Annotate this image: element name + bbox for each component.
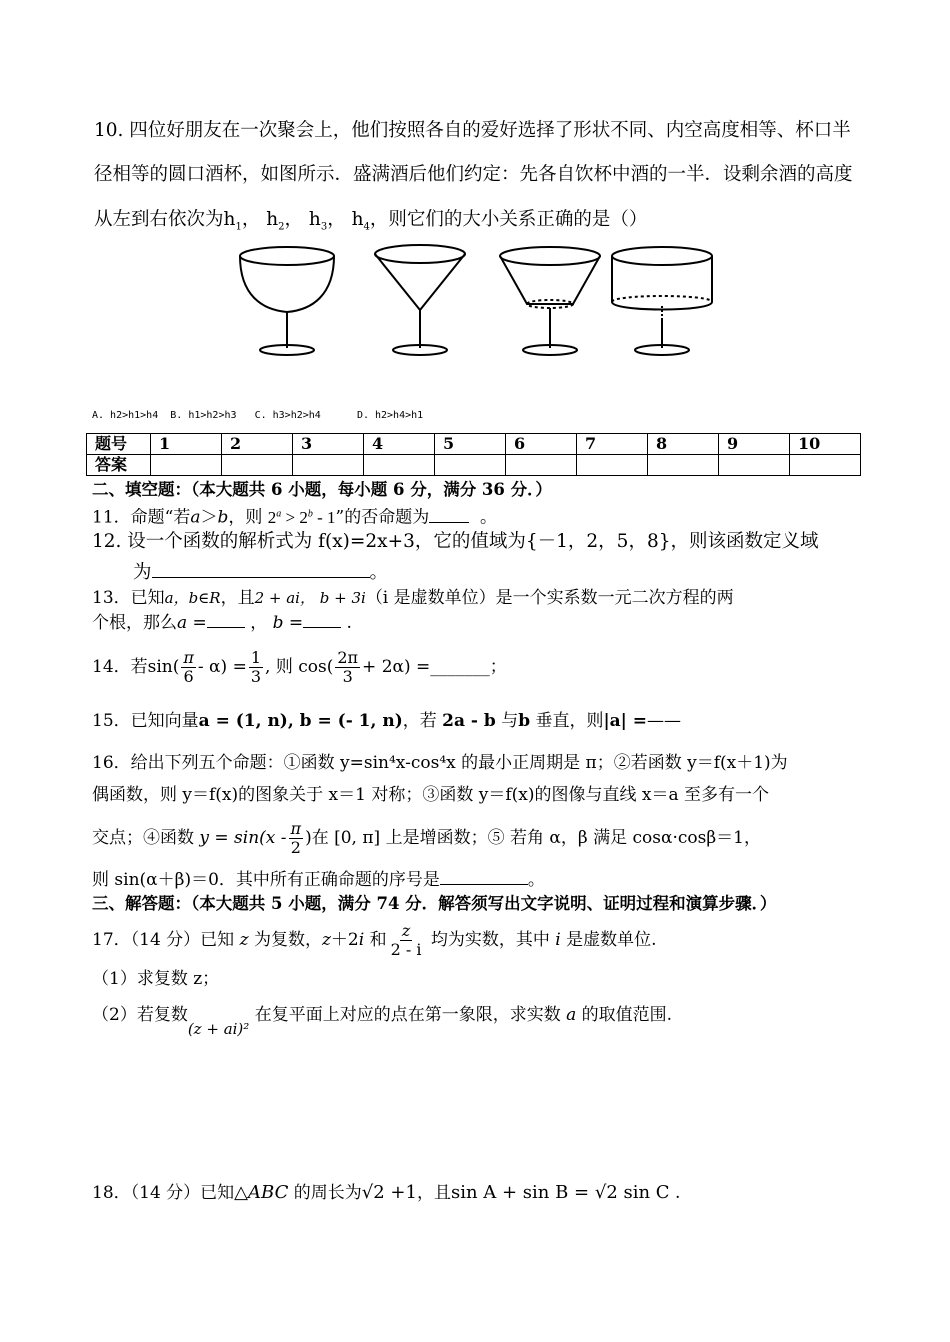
wine-cups-figure (232, 240, 722, 365)
answer-cell[interactable] (648, 455, 719, 476)
q10-options: A. h2>h1>h4 B. h1>h2>h3 C. h3>h2>h4 D. h2>h4>h1 (92, 410, 424, 421)
answer-cell[interactable] (790, 455, 861, 476)
answer-cell[interactable] (506, 455, 577, 476)
q17-line1: 17．（14 分）已知 z 为复数，z＋2i 和 $\frac{z}{2 - i}$ 均为实数，其中 i 是虚数单位. (92, 921, 657, 959)
answer-cell[interactable] (222, 455, 293, 476)
q10-line2: 径相等的圆口酒杯，如图所示．盛满酒后他们约定：先各自饮杯中酒的一半．设剩余酒的高度 (94, 164, 853, 185)
q15: 15．已知向量a = (1, n), b = (- 1, n)，若 2a - b 与b 垂直，则|a| =—— (92, 711, 682, 731)
q11-formula: $2^a > 2^b - 1$ (267, 507, 336, 527)
answer-cell[interactable] (151, 455, 222, 476)
q16-line2: 偶函数，则 y＝f(x)的图象关于 x＝1 对称；③函数 y＝f(x)的图像与直线 x＝a 至多有一个 (92, 785, 770, 805)
q10-line1: 10. 四位好朋友在一次聚会上，他们按照各自的爱好选择了形状不同、内空高度相等、杯口半 (94, 120, 851, 141)
cup-2 (375, 245, 465, 355)
cup-4 (612, 247, 712, 355)
q16-line3: 交点；④函数 y = sin(x - $\frac{\pi}{2}$ )在 [0, π] 上是增函数；⑤ 若角 α，β 满足 cosα·cosβ＝1， (92, 819, 761, 857)
cup-3 (500, 247, 600, 355)
answer-cell[interactable] (577, 455, 648, 476)
q14: 14．若sin( $\frac{\pi}{6}$ - α) = $\frac{1}{3}$ , 则 cos( $\frac{2\pi}{3}$ + 2α) =_______； (92, 648, 507, 686)
answer-cell[interactable] (719, 455, 790, 476)
answer-cell[interactable] (364, 455, 435, 476)
cup-1 (240, 247, 334, 355)
q12-line2: 为 。 (133, 562, 389, 583)
q17-part2: （2）若复数(z + ai)² 在复平面上对应的点在第一象限，求实数 a 的取值范围. (92, 1005, 673, 1038)
answer-cell[interactable] (293, 455, 364, 476)
q17-part1: （1）求复数 z； (92, 969, 220, 989)
q16-line4: 则 sin(α＋β)＝0．其中所有正确命题的序号是 。 (92, 870, 545, 890)
q13-line1: 13．已知a，b∈R，且2 + ai， b + 3i（i 是虚数单位）是一个实系数一元二次方程的两 (92, 588, 734, 608)
answer-cell[interactable] (435, 455, 506, 476)
section3-heading: 三、解答题：（本大题共 5 小题，满分 74 分．解答须写出文字说明、证明过程和演算步骤．） (92, 894, 777, 913)
q10-line3: 从左到右依次为$h_1$， $h_2$， $h_3$， $h_4$，则它们的大小关系正确的是（） (94, 209, 648, 233)
q18: 18．（14 分）已知△ABC 的周长为√2 +1，且sin A + sin B = √2 sin C . (92, 1182, 681, 1203)
table-row-numbers: 题号 1 2 3 4 5 6 7 8 9 10 (87, 434, 861, 455)
answer-table (86, 433, 861, 476)
q16-line1: 16．给出下列五个命题：①函数 y=sin⁴x-cos⁴x 的最小正周期是 π；②若函数 y＝f(x＋1)为 (92, 753, 788, 773)
q12-line1: 12. 设一个函数的解析式为 f(x)=2x+3，它的值域为{－1，2，5，8}，则该函数定义域 (92, 531, 819, 552)
section2-heading: 二、填空题：（本大题共 6 小题，每小题 6 分，满分 36 分．） (92, 480, 552, 499)
q13-line2: 个根，那么a = ， b = . (92, 613, 352, 633)
q11: 11．命题“若a＞b，则 $2^a > 2^b - 1$”的否命题为 。 (92, 507, 498, 528)
table-row-answers: 答案 (87, 455, 861, 476)
